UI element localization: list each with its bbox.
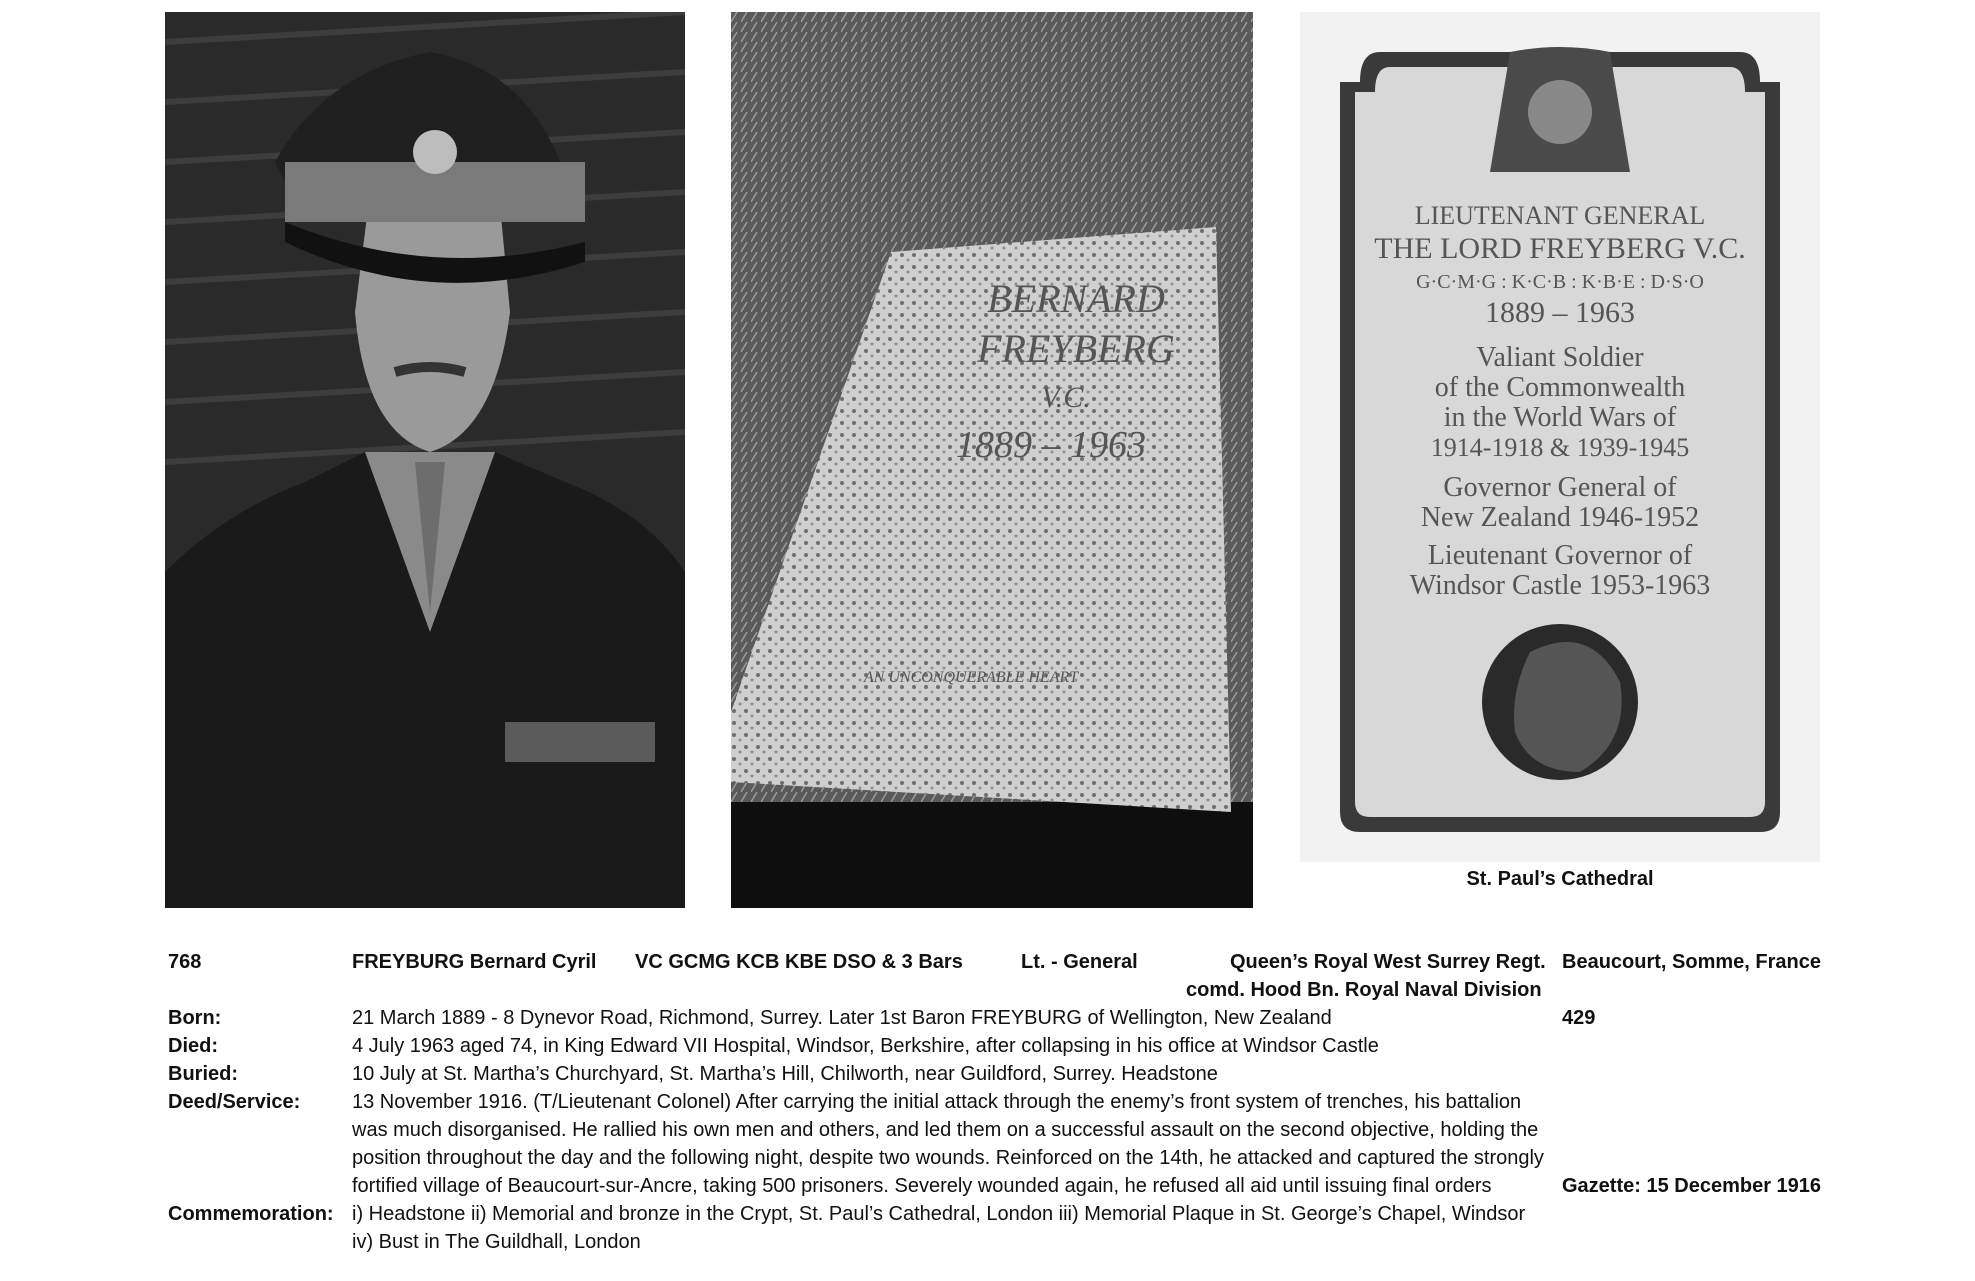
- plaque-line-11: Lieutenant Governor of: [1427, 540, 1693, 571]
- plaque-line-6: of the Commonwealth: [1434, 372, 1686, 403]
- deed-line-2: was much disorganised. He rallied his own men and others, and led them on a successful assault on the second objective, holding the: [352, 1119, 1539, 1141]
- buried-label: Buried:: [168, 1063, 238, 1085]
- headstone-line-4: 1889 – 1963: [956, 424, 1146, 466]
- deed-line-3: position throughout the day and the following night, despite two wounds. Reinforced on the 14th, he attacked and captured the strongly: [352, 1147, 1544, 1169]
- plaque-line-12: Windsor Castle 1953-1963: [1409, 570, 1711, 601]
- commem-line-2: iv) Bust in The Guildhall, London: [352, 1231, 641, 1253]
- died-label: Died:: [168, 1035, 218, 1057]
- record-rank: Lt. - General: [1021, 951, 1138, 973]
- deed-label: Deed/Service:: [168, 1091, 301, 1113]
- record-number: 768: [168, 951, 202, 973]
- deed-line-1: 13 November 1916. (T/Lieutenant Colonel) After carrying the initial attack through the enemy’s front system of trenches, his battalion: [352, 1091, 1522, 1113]
- commem-label: Commemoration:: [168, 1203, 334, 1225]
- plaque-line-10: New Zealand 1946-1952: [1420, 502, 1700, 533]
- record-name: FREYBURG Bernard Cyril: [352, 951, 597, 973]
- died-text: 4 July 1963 aged 74, in King Edward VII Hospital, Windsor, Berkshire, after collapsing in his office at Windsor Castle: [352, 1035, 1379, 1057]
- record-regiment-line1: Queen’s Royal West Surrey Regt.: [1230, 951, 1546, 973]
- gazette-date: Gazette: 15 December 1916: [1562, 1175, 1822, 1197]
- born-ref: 429: [1562, 1007, 1596, 1029]
- headstone-line-3: V.C.: [1041, 381, 1091, 414]
- memorial-caption: St. Paul’s Cathedral: [1466, 868, 1654, 890]
- record-regiment-line2: comd. Hood Bn. Royal Naval Division: [1186, 979, 1542, 1001]
- plaque-line-3: G·C·M·G : K·C·B : K·B·E : D·S·O: [1416, 271, 1704, 293]
- memorial-plaque-photo: [1300, 12, 1820, 862]
- plaque-line-7: in the World Wars of: [1443, 402, 1677, 433]
- born-text: 21 March 1889 - 8 Dynevor Road, Richmond, Surrey. Later 1st Baron FREYBURG of Wellington, New Zealand: [352, 1007, 1332, 1029]
- born-label: Born:: [168, 1007, 222, 1029]
- plaque-line-4: 1889 – 1963: [1485, 296, 1635, 329]
- plaque-line-9: Governor General of: [1443, 472, 1677, 503]
- buried-text: 10 July at St. Martha’s Churchyard, St. Martha’s Hill, Chilworth, near Guildford, Surrey. Headstone: [352, 1063, 1218, 1085]
- plaque-line-8: 1914-1918 & 1939-1945: [1430, 433, 1690, 462]
- commem-line-1: i) Headstone ii) Memorial and bronze in the Crypt, St. Paul’s Cathedral, London iii) Memorial Plaque in St. George’s Chapel, Windsor: [352, 1203, 1526, 1225]
- plaque-line-5: Valiant Soldier: [1476, 342, 1644, 373]
- record-place: Beaucourt, Somme, France: [1562, 951, 1821, 973]
- headstone-photo: [731, 12, 1253, 908]
- record-awards: VC GCMG KCB KBE DSO & 3 Bars: [635, 951, 963, 973]
- portrait-photo: [165, 12, 685, 908]
- plaque-line-2: THE LORD FREYBERG V.C.: [1374, 232, 1746, 265]
- headstone-motto: AN UNCONQUERABLE HEART: [863, 669, 1079, 686]
- deed-line-4: fortified village of Beaucourt-sur-Ancre, taking 500 prisoners. Severely wounded again, he refused all aid until issuing final orders: [352, 1175, 1492, 1197]
- plaque-line-1: LIEUTENANT GENERAL: [1414, 201, 1706, 230]
- headstone-line-2: FREYBERG: [977, 326, 1175, 371]
- headstone-line-1: BERNARD: [987, 276, 1165, 321]
